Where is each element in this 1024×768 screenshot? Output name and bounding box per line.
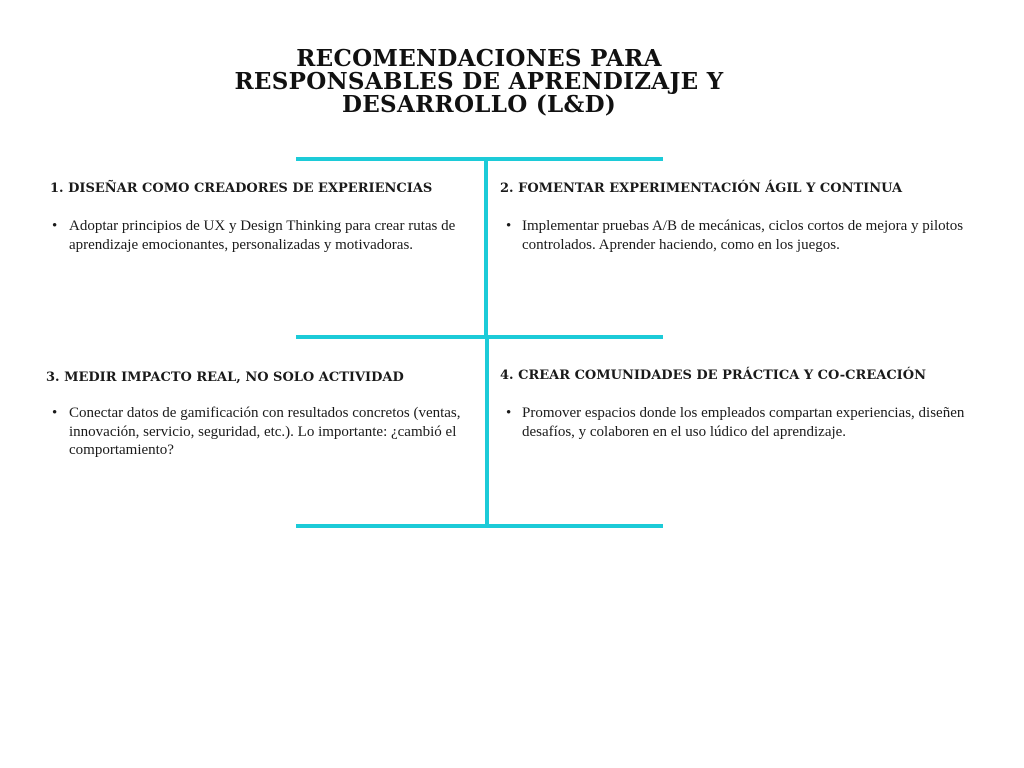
section-heading: 1. DISEÑAR COMO CREADORES DE EXPERIENCIAS bbox=[50, 181, 433, 196]
section-2 bbox=[500, 181, 990, 254]
bullet-icon: • bbox=[52, 218, 58, 234]
divider-vertical-lower bbox=[485, 337, 489, 526]
divider-vertical-upper bbox=[484, 159, 488, 337]
bullet-text: Adoptar principios de UX y Design Thinking para crear rutas de aprendizaje emocionantes, personalizadas y motivadoras. bbox=[69, 218, 456, 253]
title-line-1: RECOMENDACIONES PARA bbox=[296, 45, 662, 72]
divider-middle bbox=[296, 335, 663, 339]
bullet-text: Conectar datos de gamificación con resultados concretos (ventas, innovación, servicio, seguridad, etc.). Lo importante: ¿cambió el comportamiento? bbox=[69, 405, 461, 458]
section-4 bbox=[500, 368, 990, 441]
section-1 bbox=[50, 181, 475, 254]
bullet-text: Promover espacios donde los empleados compartan experiencias, diseñen desafíos, y colaboren en el uso lúdico del aprendizaje. bbox=[522, 405, 965, 440]
bullet-icon: • bbox=[52, 405, 58, 421]
title-line-2: RESPONSABLES DE APRENDIZAJE Y bbox=[234, 68, 724, 95]
bullet-icon: • bbox=[506, 218, 512, 234]
bullet-list bbox=[50, 217, 475, 254]
page-title bbox=[212, 47, 746, 116]
divider-bottom bbox=[296, 524, 663, 528]
bullet-icon: • bbox=[506, 405, 512, 421]
divider-top bbox=[296, 157, 663, 161]
section-heading: 2. FOMENTAR EXPERIMENTACIÓN ÁGIL Y CONTINUA bbox=[500, 181, 903, 196]
bullet-text: Implementar pruebas A/B de mecánicas, ciclos cortos de mejora y pilotos controlados. Aprender haciendo, como en los juegos. bbox=[522, 218, 964, 253]
list-item bbox=[500, 404, 990, 441]
section-3 bbox=[46, 370, 476, 460]
section-heading: 4. CREAR COMUNIDADES DE PRÁCTICA Y CO-CREACIÓN bbox=[500, 368, 926, 383]
title-line-3: DESARROLLO (L&D) bbox=[341, 91, 617, 118]
bullet-list bbox=[500, 404, 990, 441]
list-item bbox=[46, 404, 476, 460]
bullet-list bbox=[500, 217, 990, 254]
list-item bbox=[50, 217, 475, 254]
list-item bbox=[500, 217, 990, 254]
section-heading: 3. MEDIR IMPACTO REAL, NO SOLO ACTIVIDAD bbox=[46, 370, 404, 385]
bullet-list bbox=[46, 404, 476, 460]
